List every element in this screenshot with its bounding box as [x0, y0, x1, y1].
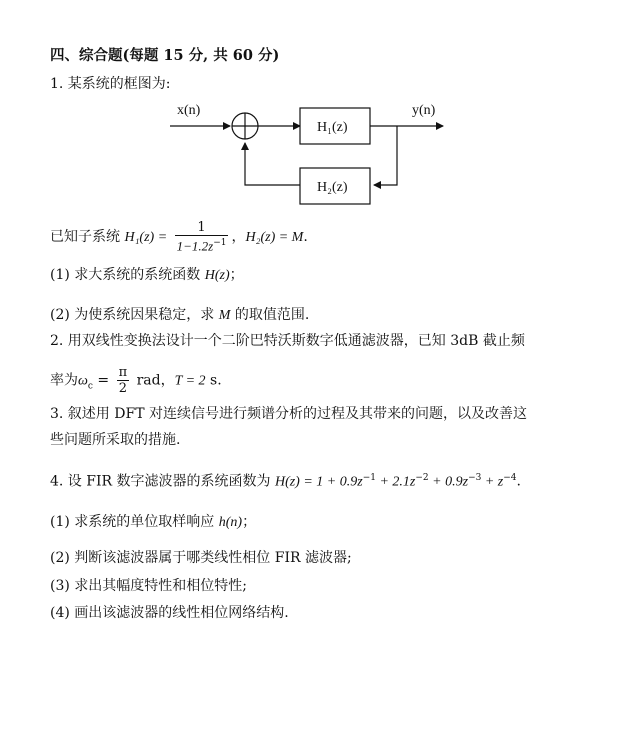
q4-line: 4. 设 FIR 数字滤波器的系统函数为 $H(z) = 1 + 0.9z^{-1} + 2.1z^{-2} + 0.9z^{-3} + z^{-4}$. [50, 473, 521, 490]
q2-line1: 2. 用双线性变换法设计一个二阶巴特沃斯数字低通滤波器，已知 3dB 截止频 [50, 333, 525, 349]
q3-line2: 些问题所采取的措施. [50, 432, 181, 448]
q3-line1: 3. 叙述用 DFT 对连续信号进行频谱分析的过程及其带来的问题，以及改善这 [50, 406, 527, 422]
feedback-to-h2 [374, 126, 397, 185]
q1-part1: (1) 求大系统的系统函数 H(z)； [50, 267, 244, 283]
section-title: 四、综合题(每题 15 分, 共 60 分) [50, 47, 280, 64]
q1-given: 已知子系统 H₁(z) = $\frac{1}{1-1.2z^{-1}}$ ，H₂(z) = M. [50, 220, 308, 254]
q4-part1: (1) 求系统的单位取样响应 h(n)； [50, 514, 257, 530]
q1-part2: (2) 为使系统因果稳定，求 M 的取值范围. [50, 307, 310, 323]
q1-intro: 1. 某系统的框图为: [50, 76, 171, 92]
block-h1-label: H₁(z) [317, 120, 348, 135]
block-diagram [165, 92, 455, 210]
input-label: x(n) [177, 103, 201, 118]
omega-fraction: $\frac{\pi}{2}$ [118, 365, 128, 396]
feedback-to-summer [245, 143, 300, 185]
q2-line2: 率为$\omega_c$ = $\frac{\pi}{2}$ rad，T = 2 s. [50, 365, 222, 396]
q4-part4: (4) 画出该滤波器的线性相位网络结构. [50, 605, 289, 621]
block-h2-label: H₂(z) [317, 180, 348, 195]
q4-part3: (3) 求出其幅度特性和相位特性; [50, 578, 247, 594]
output-label: y(n) [412, 103, 436, 118]
q4-part2: (2) 判断该滤波器属于哪类线性相位 FIR 滤波器; [50, 550, 352, 566]
h1-fraction: $\frac{1}{1-1.2z^{-1}}$ [176, 220, 227, 254]
